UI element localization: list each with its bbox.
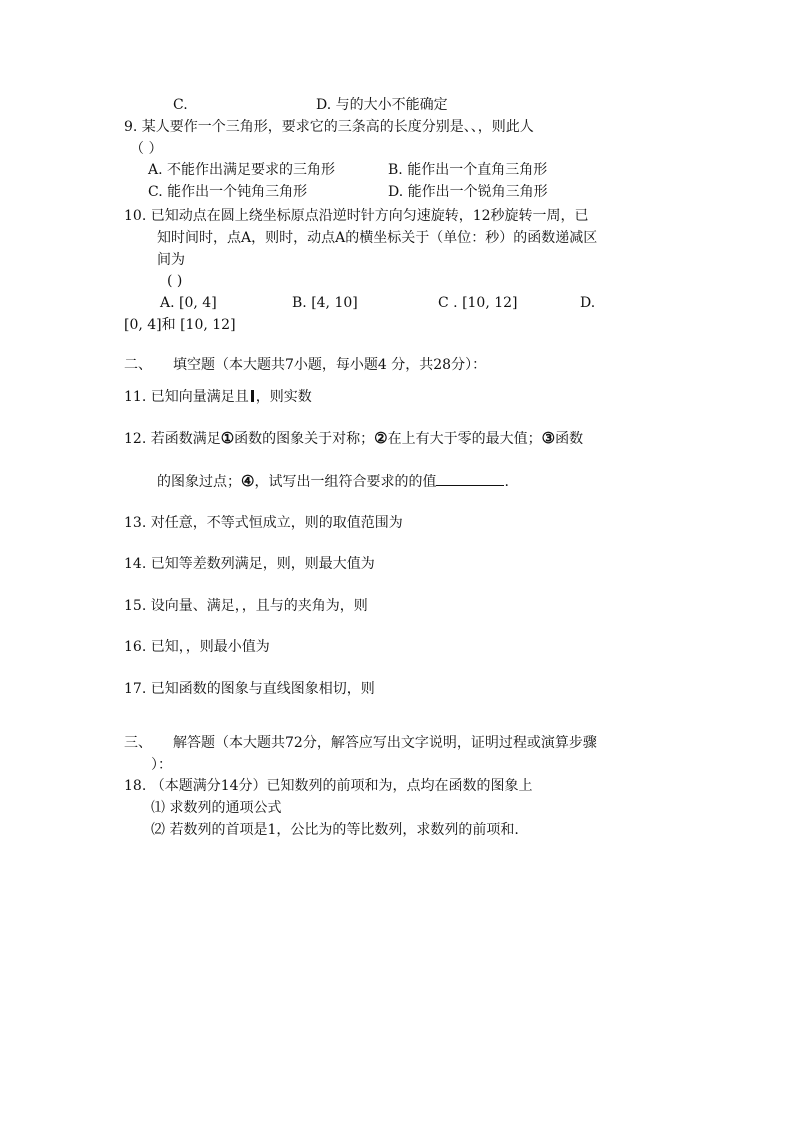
q12-part-4: 函数 xyxy=(555,431,584,447)
q11-text-b: ，则实数 xyxy=(255,389,312,405)
q17-text: 17. 已知函数的图象与直线图象相切，则 xyxy=(124,681,375,697)
q12-part-2: 函数的图象关于对称； xyxy=(234,431,375,447)
q12-part-3: 在上有大于零的最大值； xyxy=(387,431,542,447)
q12-condition-1-mark: ① xyxy=(220,429,235,447)
q12-part-1: 12. 若函数满足 xyxy=(124,431,221,447)
q9-option-c: C. 能作出一个钝角三角形 xyxy=(148,184,308,200)
q11-norm-mark xyxy=(251,390,254,402)
q9-option-d: D. 能作出一个锐角三角形 xyxy=(388,184,548,200)
q10-option-d-content: [0, 4]和 [10, 12] xyxy=(124,317,236,333)
q12-condition-3-mark: ③ xyxy=(541,429,556,447)
q9-option-b: B. 能作出一个直角三角形 xyxy=(388,162,548,178)
q9-stem: 9. 某人要作一个三角形，要求它的三条高的长度分别是、、，则此人 xyxy=(124,119,534,135)
q12-part-6: ，试写出一组符合要求的的值 xyxy=(254,474,437,490)
q10-option-c: C . [10, 12] xyxy=(438,295,518,311)
q12-answer-blank xyxy=(436,471,504,486)
q10-line-1: 10. 已知动点在圆上绕坐标原点沿逆时针方向匀速旋转，12秒旋转一周，已 xyxy=(124,208,589,224)
q10-option-a: A. [0, 4] xyxy=(160,295,217,311)
q18-stem: 18. （本题满分14分）已知数列的前项和为，点均在函数的图象上 xyxy=(124,778,533,794)
q11-text xyxy=(124,388,312,406)
q8-option-d: D. 与的大小不能确定 xyxy=(316,97,448,113)
q13-text: 13. 对任意，不等式恒成立，则的取值范围为 xyxy=(124,515,403,531)
q12-condition-2-mark: ② xyxy=(374,429,388,447)
q16-text: 16. 已知，，则最小值为 xyxy=(124,639,270,655)
q12-part-7: . xyxy=(504,474,509,490)
q10-option-b: B. [4, 10] xyxy=(292,295,358,311)
q18-part-2: ⑵ 若数列的首项是1，公比为的等比数列，求数列的前项和. xyxy=(151,822,519,838)
section-3-number: 三、 xyxy=(124,735,152,751)
section-3-title-tail: ）： xyxy=(151,757,172,773)
q10-option-d: D. xyxy=(580,295,596,311)
q10-line-2: 知时间时，点A，则时，动点A的横坐标关于（单位：秒）的函数递减区 xyxy=(157,230,598,246)
section-3-title: 解答题（本大题共72分，解答应写出文字说明，证明过程或演算步骤 xyxy=(173,735,597,751)
section-2-title: 填空题（本大题共7小题，每小题4 分，共28分）： xyxy=(173,357,487,373)
section-2-number: 二、 xyxy=(124,357,152,373)
q8-option-c: C. xyxy=(173,97,188,113)
q9-answer-paren: （ ） xyxy=(130,141,163,157)
q15-text: 15. 设向量、满足，，且与的夹角为，则 xyxy=(124,598,368,614)
q12-condition-4-mark: ④ xyxy=(241,472,255,490)
q10-line-3: 间为 xyxy=(157,252,185,268)
q14-text: 14. 已知等差数列满足，则，则最大值为 xyxy=(124,556,375,572)
q18-part-1: ⑴ 求数列的通项公式 xyxy=(151,800,282,816)
q12-part-5: 的图象过点； xyxy=(157,474,241,490)
q9-option-a: A. 不能作出满足要求的三角形 xyxy=(148,162,336,178)
q12-line-1 xyxy=(124,429,583,448)
q11-text-a: 11. 已知向量满足且 xyxy=(124,389,249,405)
q12-line-2 xyxy=(157,471,509,491)
q10-answer-paren: ( ) xyxy=(167,273,183,289)
